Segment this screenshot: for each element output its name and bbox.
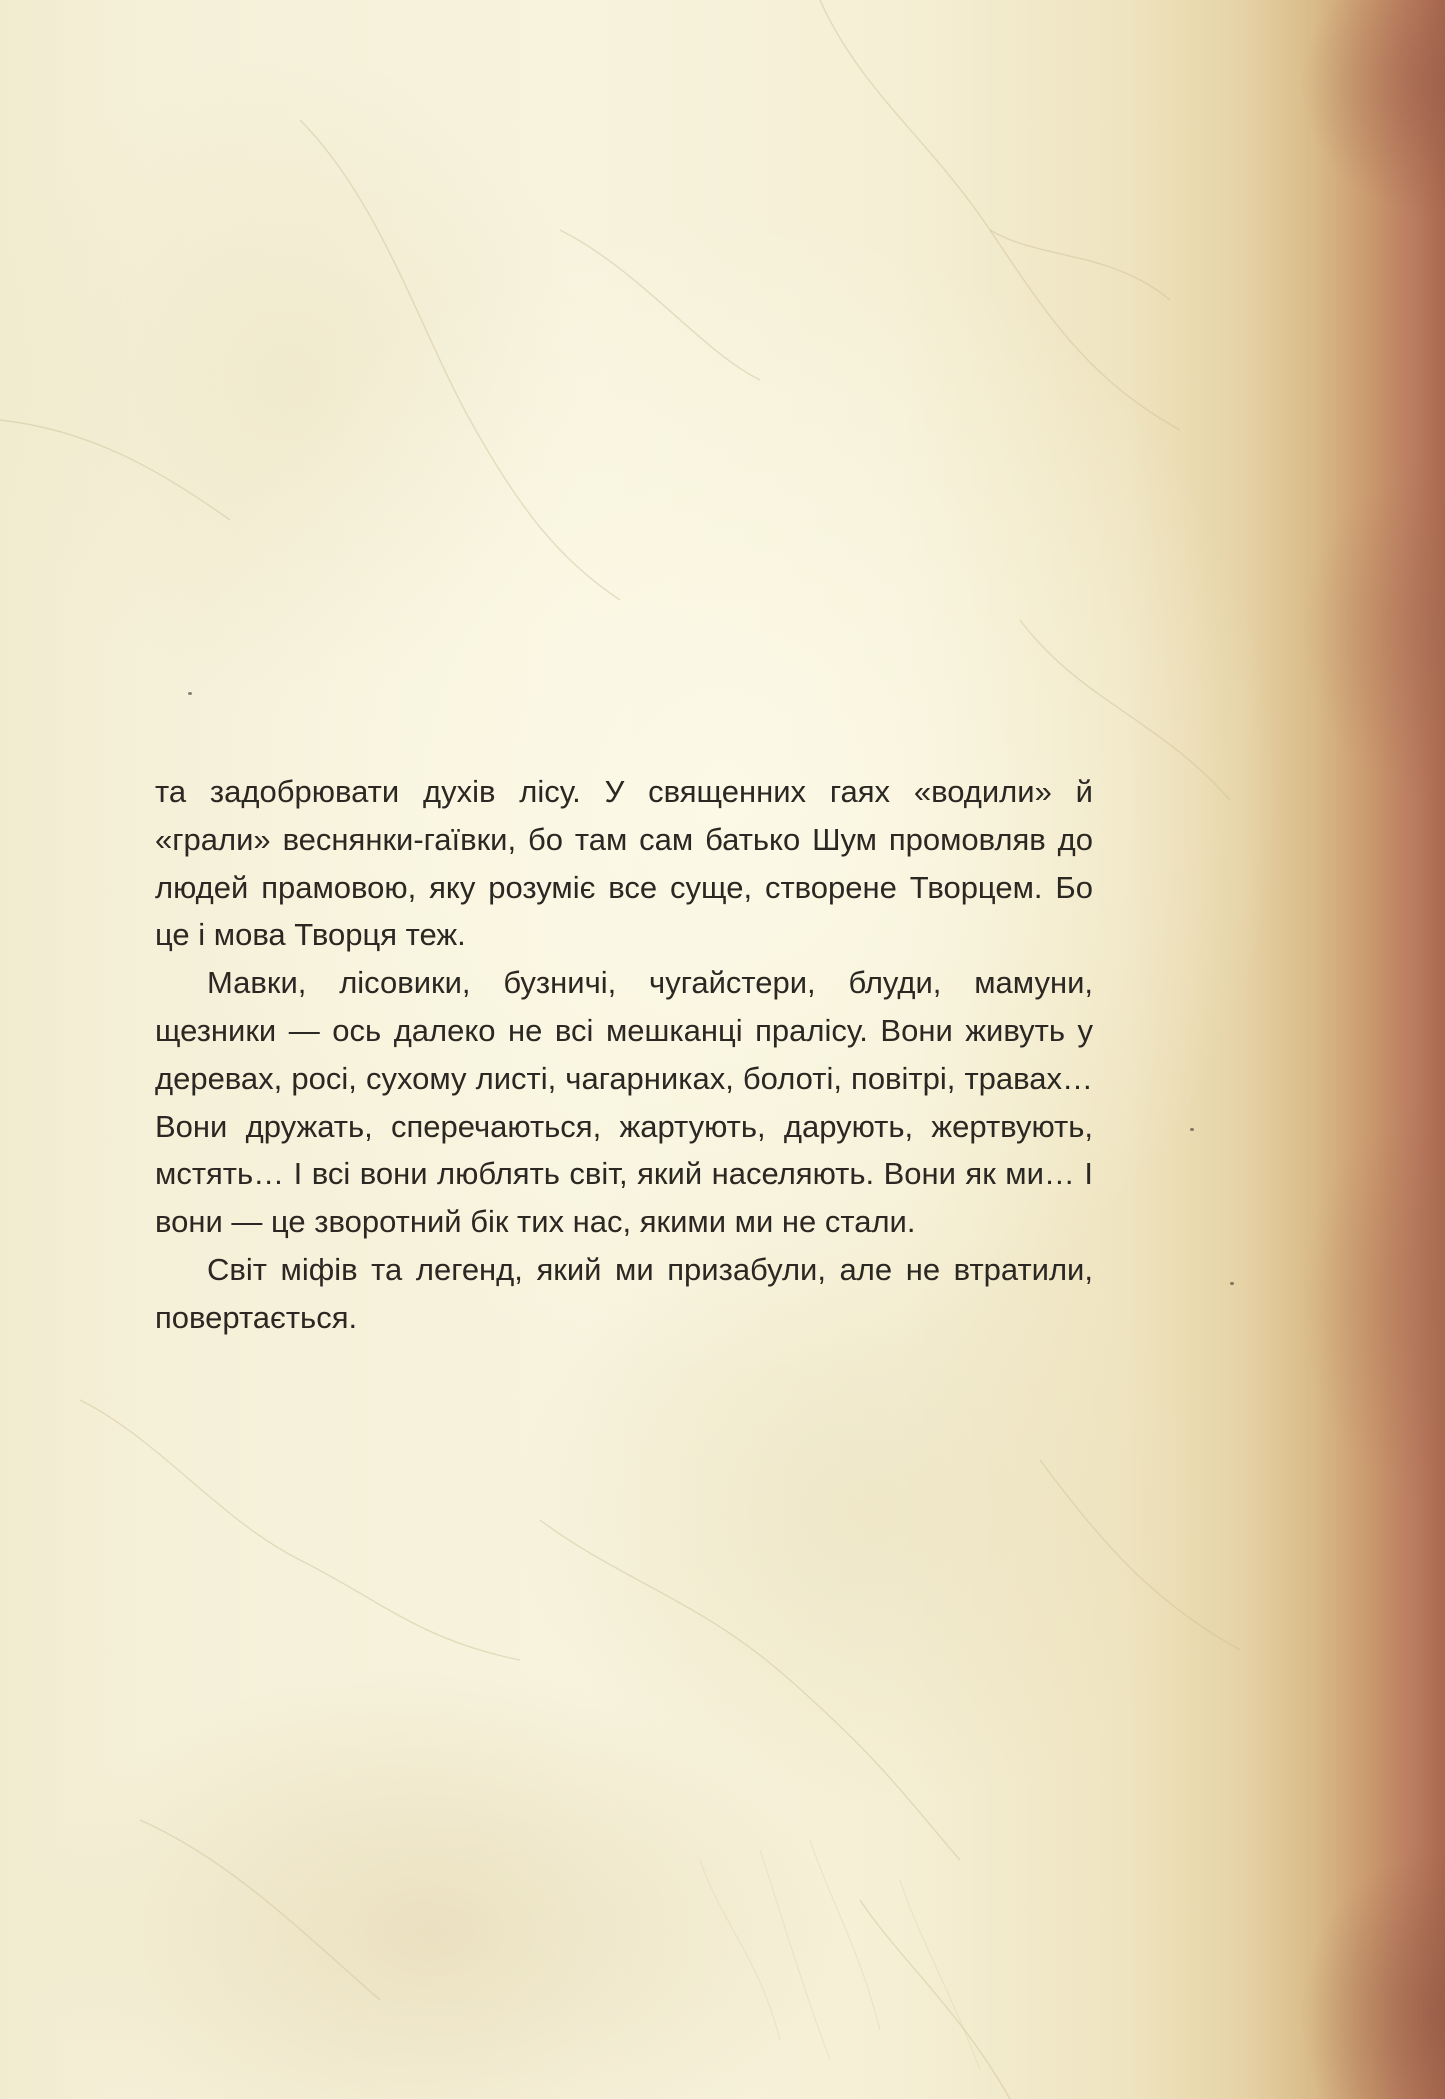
- paper-speck: [188, 692, 192, 695]
- paper-speck: [1230, 1282, 1234, 1285]
- paper-edge-stain: [1295, 0, 1445, 2099]
- paper-speck: [1190, 1128, 1194, 1131]
- paragraph-1: та задобрювати духів лісу. У священних гаях «водили» й «грали» веснянки-гаївки, бо там сам батько Шум промовляв до людей прамовою, яку розуміє все суще, створене Творцем. Бо це і мова Творця теж.: [155, 774, 1093, 953]
- body-text: [155, 768, 1093, 1342]
- paragraph-3: Світ міфів та легенд, який ми призабули, але не втратили, повертається.: [155, 1251, 1093, 1335]
- paragraph-2: Мавки, лісовики, бузничі, чугайстери, блуди, мамуни, щезники — ось далеко не всі мешканці пралісу. Вони живуть у деревах, росі, сухому листі, чагарниках, болоті, повітрі, травах… Вони дружать, сперечаються, жартують, дарують, жертвують, мстять… І всі вони люблять світ, який населяють. Вони як ми… І вони — це зворотний бік тих нас, якими ми не стали.: [155, 965, 1093, 1240]
